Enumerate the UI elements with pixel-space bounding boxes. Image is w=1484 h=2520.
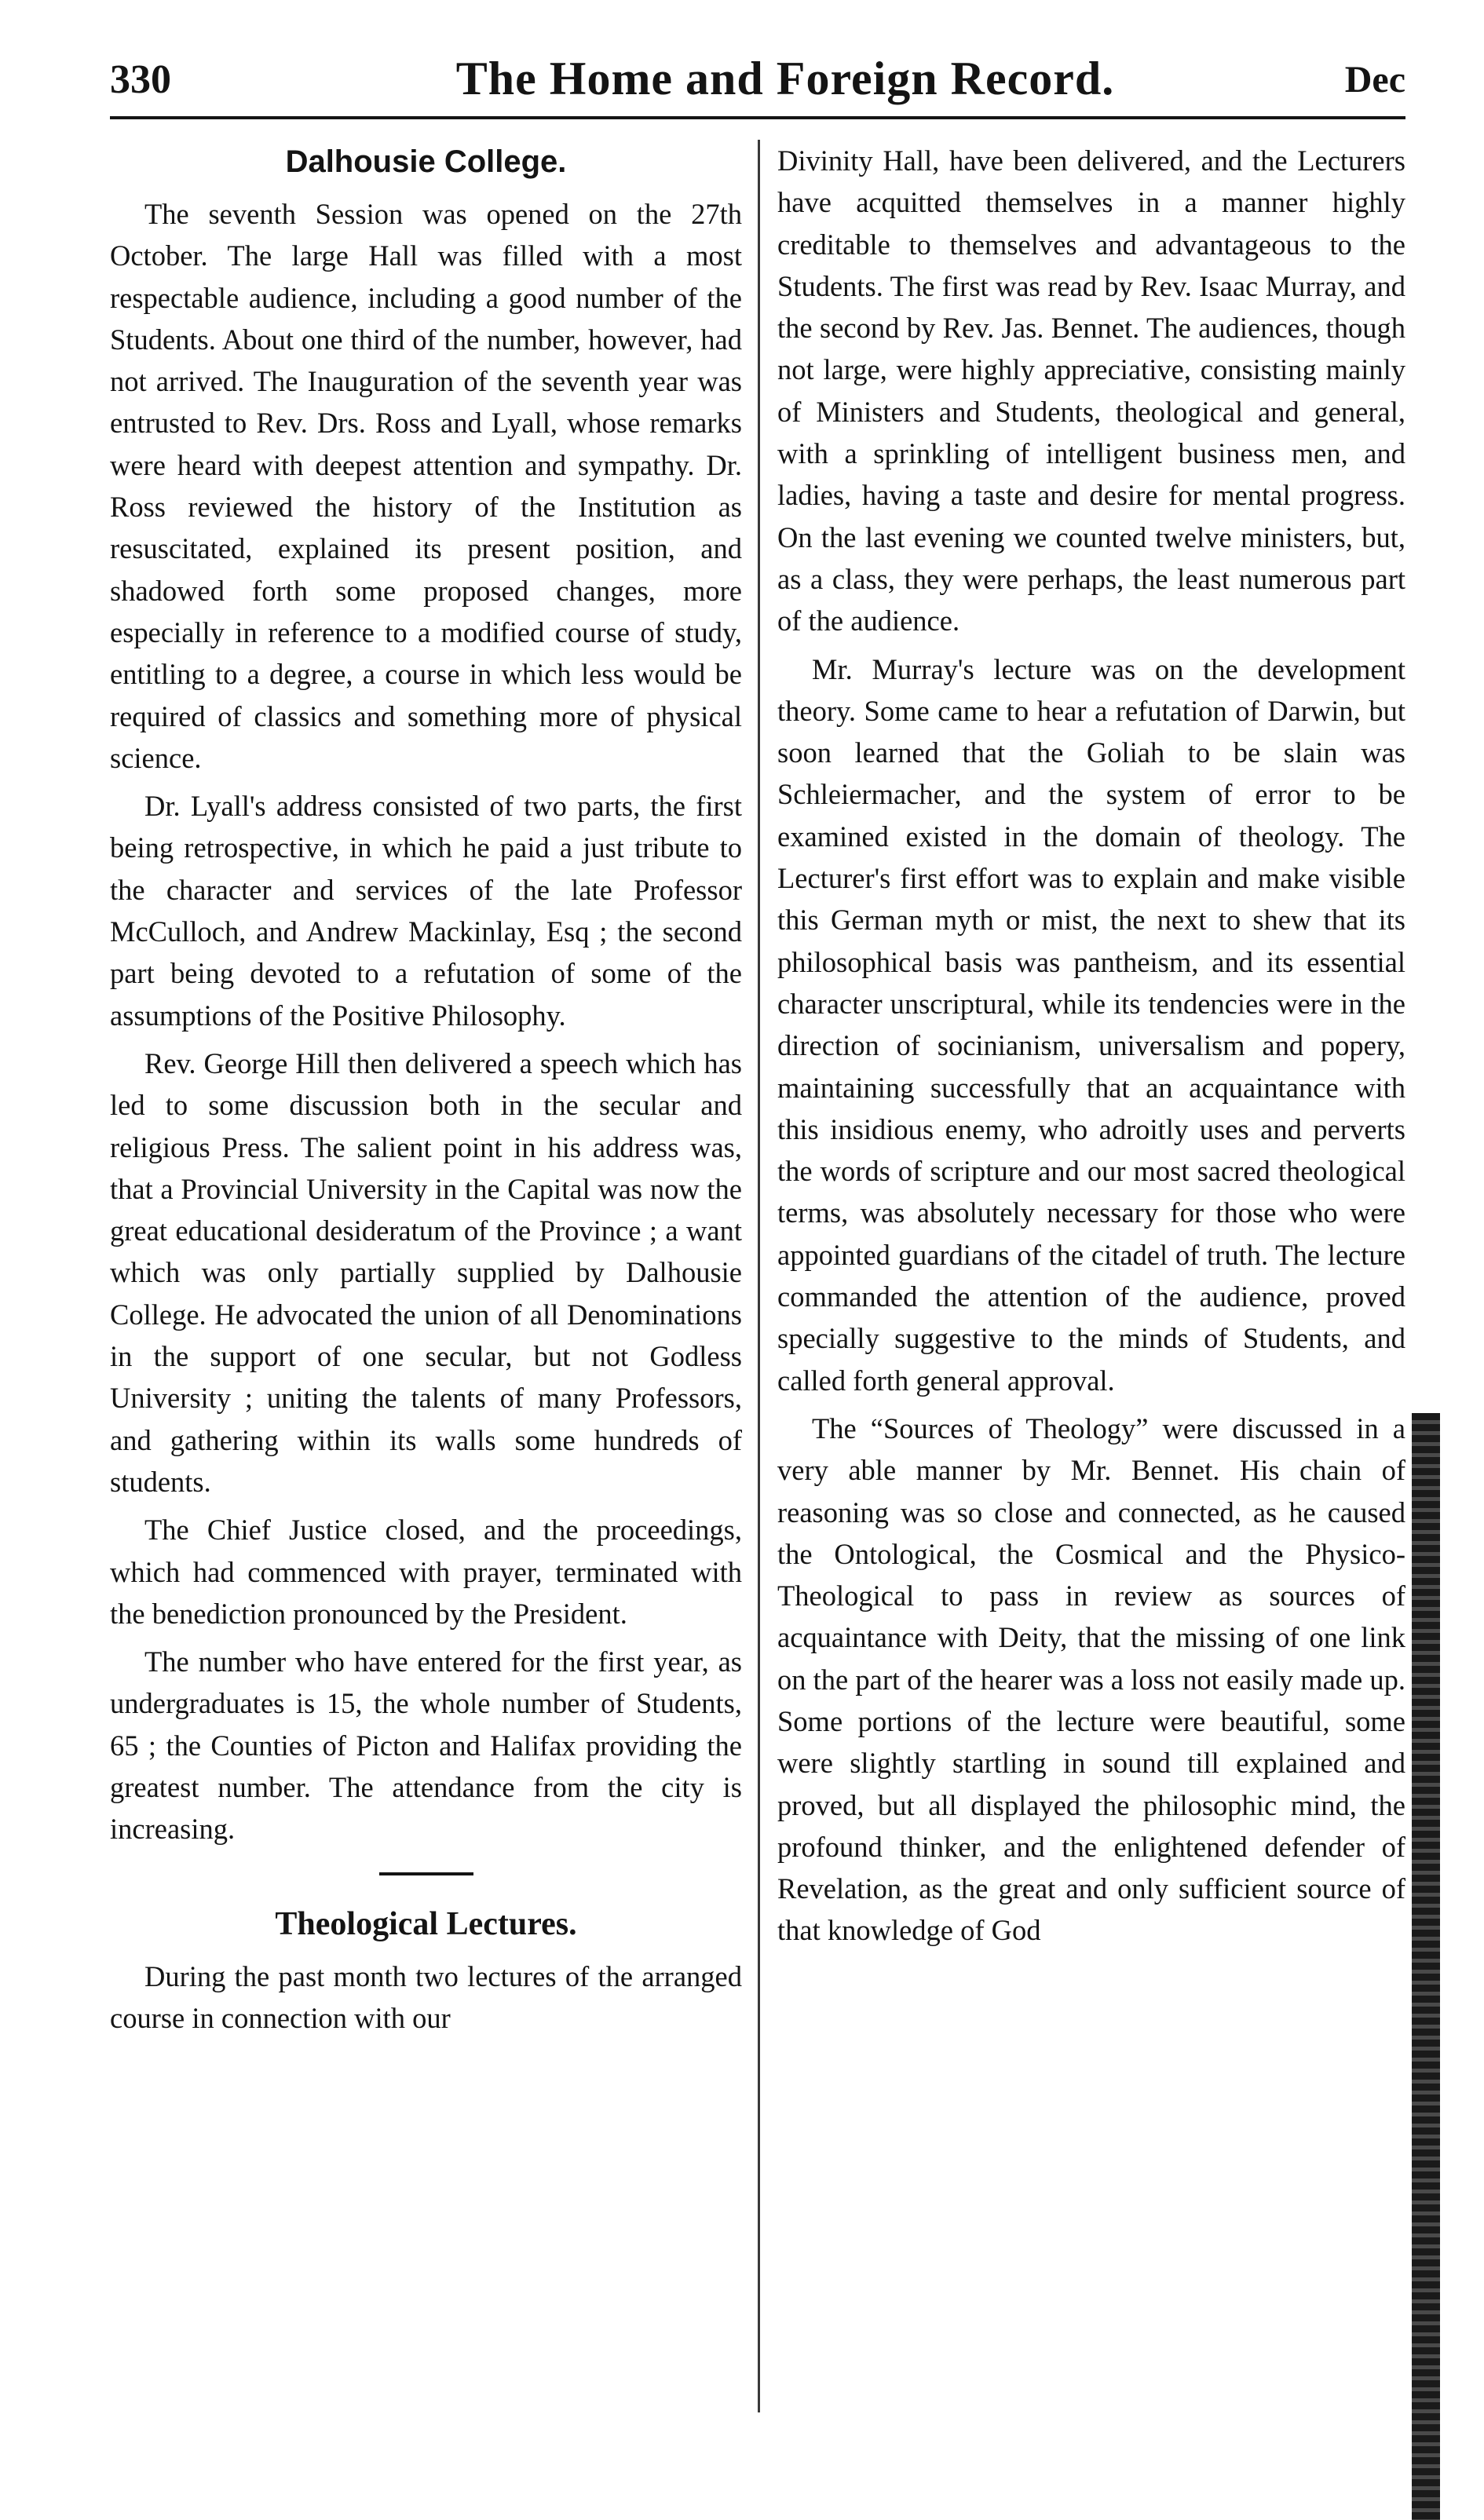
issue-month: Dec: [1344, 59, 1405, 100]
left-column: [110, 140, 742, 2045]
heading-dalhousie-college: Dalhousie College.: [285, 144, 567, 179]
paragraph: Rev. George Hill then delivered a speech which has led to some discussion both in the secular and religious Press. The salient point in his address was, that a Provincial University in the Capital was now the great educational desideratum of the Province ; a want which was only partially supplied by Dalhousie College. He advocated the union of all Denominations in the support of one secular, but not Godless University ; uniting the talents of many Professors, and gathering within its walls some hundreds of students.: [110, 1046, 742, 1498]
paragraph: Divinity Hall, have been delivered, and the Lecturers have acquitted themselves in a manner highly creditable to themselves and advantageous to the Students. The first was read by Rev. Isaac Murray, and the second by Rev. Jas. Bennet. The audiences, though not large, were highly appreciative, consisting mainly of Ministers and Students, theological and general, with a sprinkling of intelligent business men, and ladies, having a taste and desire for mental progress. On the last evening we counted twelve ministers, but, as a class, they were perhaps, the least numerous part of the audience.: [777, 144, 1405, 637]
heading-theological-lectures: Theological Lectures.: [275, 1905, 577, 1942]
paragraph: The seventh Session was opened on the 27th October. The large Hall was filled with a most respectable audience, including a good number of the Students. About one third of the number, however, had not arrived. The Inauguration of the seventh year was entrusted to Rev. Drs. Ross and Lyall, whose remarks were heard with deepest attention and sympathy. Dr. Ross reviewed the history of the Institution as resuscitated, explained its present position, and shadowed forth some proposed changes, more especially in reference to a modified course of study, entitling to a degree, a course in which less would be required of classics and something more of physical science.: [110, 198, 742, 774]
paragraph: During the past month two lectures of the arranged course in connection with our: [110, 1959, 742, 2034]
scan-edge-shadow: [1412, 1413, 1440, 2520]
right-column: [777, 140, 1405, 1958]
page-number: 330: [110, 57, 171, 102]
header-rule: [110, 116, 1405, 119]
section-divider: [379, 1872, 473, 1875]
paragraph: Dr. Lyall's address consisted of two parts, the first being retrospective, in which he paid a just tribute to the character and services of the late Professor McCulloch, and Andrew Mackinlay, Esq ; the second part being devoted to a refutation of some of the assumptions of the Positive Philosophy.: [110, 790, 742, 1032]
paragraph: The number who have entered for the first year, as undergraduates is 15, the whole number of Students, 65 ; the Counties of Picton and Halifax providing the greatest number. The attendance from the city is increasing.: [110, 1645, 742, 1846]
column-divider: [758, 140, 760, 2412]
running-title: The Home and Foreign Record.: [455, 53, 1115, 104]
paragraph: The “Sources of Theology” were discussed in a very able manner by Mr. Bennet. His chain of reasoning was so close and connected, as he caused the Ontological, the Cosmical and the Physico-Theological to pass in review as sources of acquaintance with Deity, that the missing of one link on the part of the hearer was a loss not easily made up. Some portions of the lecture were beautiful, some were slightly startling in sound till explained and proved, but all displayed the philosophic mind, the profound thinker, and the enlightened defender of Revelation, as the great and only sufficient source of that knowledge of God: [777, 1412, 1405, 1947]
paragraph: The Chief Justice closed, and the proceedings, which had commenced with prayer, terminated with the benediction pronounced by the President.: [110, 1514, 742, 1630]
paragraph: Mr. Murray's lecture was on the development theory. Some came to hear a refutation of Darwin, but soon learned that the Goliah to be slain was Schleiermacher, and the system of error to be examined existed in the domain of theology. The Lecturer's first effort was to explain and make visible this German myth or mist, the next to shew that its philosophical basis was pantheism, and its essential character unscriptural, while its tendencies were in the direction of socinianism, universalism and popery, maintaining successfully that an acquaintance with this insidious enemy, who adroitly uses and perverts the words of scripture and our most sacred theological terms, was absolutely necessary for those who were appointed guardians of the citadel of truth. The lecture commanded the attention of the audience, proved specially suggestive to the minds of Students, and called forth general approval.: [777, 652, 1405, 1397]
page-header: [110, 53, 1405, 119]
